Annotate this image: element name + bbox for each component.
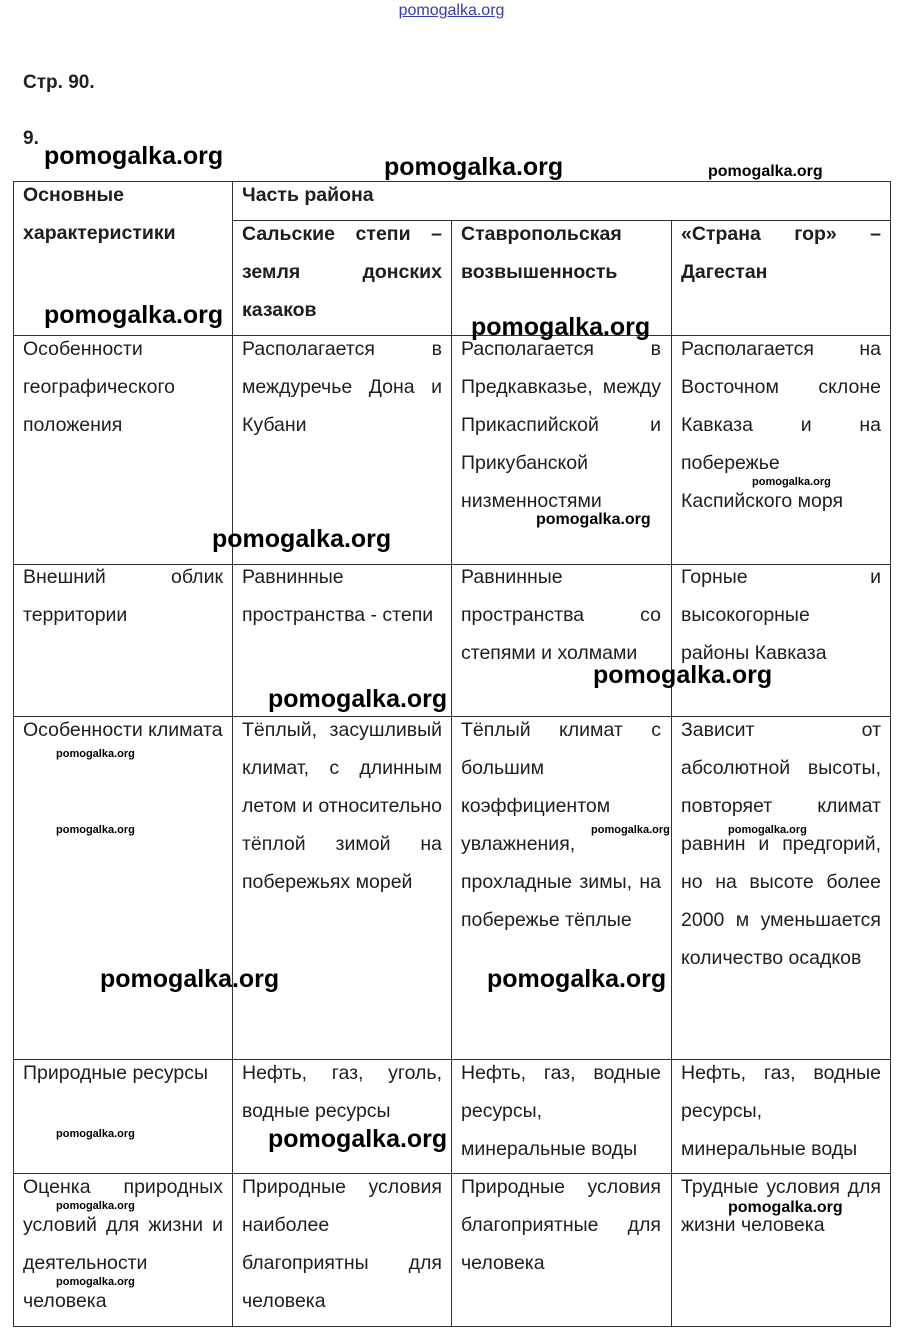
- cell-salsk-geo: Располагается в междуречье Дона и Кубани: [242, 338, 442, 436]
- watermark: pomogalka.org: [56, 1200, 135, 1212]
- row-label-geo-position: Особенности географического положения: [23, 338, 175, 436]
- watermark: pomogalka.org: [487, 965, 667, 993]
- row-label-assessment: Оценка природных условий для жизни и деятельности человека: [23, 1176, 223, 1312]
- watermark: pomogalka.org: [268, 685, 448, 713]
- page-label: Стр. 90.: [23, 72, 95, 93]
- watermark: pomogalka.org: [56, 748, 135, 760]
- cell-stavropol-resources: Нефть, газ, водные ресурсы, минеральные воды: [461, 1062, 661, 1160]
- cell-dagestan-assessment: Трудные условия для жизни человека: [681, 1176, 881, 1236]
- column-divider: [232, 181, 233, 1327]
- row-label-resources: Природные ресурсы: [23, 1062, 209, 1084]
- cell-salsk-resources: Нефть, газ, уголь, водные ресурсы: [242, 1062, 442, 1122]
- watermark: pomogalka.org: [728, 824, 807, 836]
- row-label-climate: Особенности климата: [23, 719, 223, 741]
- table-border-right: [890, 181, 891, 1327]
- watermark: pomogalka.org: [708, 163, 823, 180]
- header-region-part: Часть района: [242, 184, 374, 206]
- watermark: pomogalka.org: [591, 824, 670, 836]
- cell-stavropol-appearance: Равнинные пространства со степями и холмами: [461, 566, 661, 664]
- watermark: pomogalka.org: [212, 525, 392, 553]
- column-divider: [671, 220, 672, 1327]
- watermark: pomogalka.org: [56, 1276, 135, 1288]
- watermark: pomogalka.org: [593, 661, 773, 689]
- watermark: pomogalka.org: [56, 1128, 135, 1140]
- cell-dagestan-geo: Располагается на Восточном склоне Кавказа и на побережье Каспийского моря: [681, 338, 881, 512]
- cell-dagestan-appearance: Горные и высокогорные районы Кавказа: [681, 566, 881, 664]
- watermark: pomogalka.org: [536, 511, 651, 528]
- watermark: pomogalka.org: [471, 313, 651, 341]
- cell-salsk-appearance: Равнинные пространства - степи: [242, 566, 434, 626]
- cell-stavropol-assessment: Природные условия благоприятные для человека: [461, 1176, 661, 1274]
- watermark: pomogalka.org: [728, 1199, 843, 1216]
- table-border-left: [13, 181, 14, 1327]
- column-divider: [451, 220, 452, 1327]
- watermark: pomogalka.org: [100, 965, 280, 993]
- header-stavropol-upland: Ставропольская возвышенность: [461, 223, 622, 283]
- header-characteristics: Основные характеристики: [23, 184, 176, 244]
- watermark: pomogalka.org: [752, 476, 831, 488]
- cell-dagestan-climate: Зависит от абсолютной высоты, повторяет климат равнин и предгорий, но на высоте более 2000 м уменьшается количество осадков: [681, 719, 881, 969]
- exercise-number: 9.: [23, 128, 39, 149]
- watermark: pomogalka.org: [56, 824, 135, 836]
- cell-salsk-climate: Тёплый, засушливый климат, с длинным летом и относительно тёплой зимой на побережьях морей: [242, 719, 442, 893]
- cell-dagestan-resources: Нефть, газ, водные ресурсы, минеральные воды: [681, 1062, 881, 1160]
- watermark: pomogalka.org: [384, 153, 564, 181]
- site-link[interactable]: pomogalka.org: [398, 2, 505, 19]
- header-salsk-steppes: Сальские степи – земля донских казаков: [242, 223, 442, 321]
- watermark: pomogalka.org: [44, 301, 224, 329]
- table-border-bottom: [13, 1326, 891, 1327]
- row-label-appearance: Внешний облик территории: [23, 566, 223, 626]
- cell-stavropol-geo: Располагается в Предкавказье, между Прикаспийской и Прикубанской низменностями: [461, 338, 661, 512]
- cell-salsk-assessment: Природные условия наиболее благоприятны для человека: [242, 1176, 442, 1312]
- watermark: pomogalka.org: [268, 1125, 448, 1153]
- cell-stavropol-climate: Тёплый климат с большим коэффициентом увлажнения, прохладные зимы, на побережье тёплые: [461, 719, 661, 931]
- watermark: pomogalka.org: [44, 142, 224, 170]
- header-dagestan: «Страна гор» – Дагестан: [681, 223, 881, 283]
